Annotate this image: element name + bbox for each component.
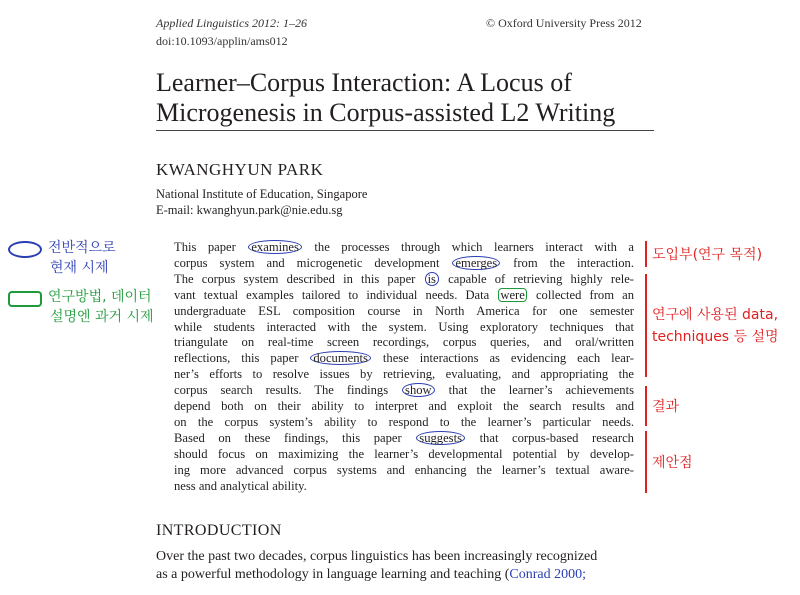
abstract-line: undergraduate ESL composition course in North America for one semester (174, 303, 634, 318)
paper-title (156, 68, 666, 128)
title-line-2: Microgenesis in Corpus-assisted L2 Writing (156, 98, 616, 127)
legend-green-line-2: 설명엔 과거 시제 (50, 309, 154, 325)
abstract-line: corpus system and microgenetic development emerges from the interaction. (174, 255, 634, 270)
annotation-data (652, 304, 779, 348)
abstract-line: Based on these findings, this paper suggests that corpus-based research (174, 430, 634, 445)
legend-blue-line-2: 현재 시제 (50, 260, 109, 276)
annotation-data-line-2: techniques 등 설명 (652, 329, 779, 345)
introduction-text (156, 548, 656, 584)
legend-green-text (48, 287, 154, 327)
blue-oval-legend-icon (8, 241, 42, 258)
annotation-intro: 도입부(연구 목적) (652, 247, 763, 263)
intro-line-1: Over the past two decades, corpus linguistics has been increasingly recognized (156, 549, 598, 564)
past-tense-highlight: were (500, 287, 525, 302)
annotation-results: 결과 (652, 399, 680, 415)
present-tense-highlight: emerges (452, 256, 500, 270)
abstract-line: should focus on maximizing the learner’s developmental potential by develop- (174, 446, 634, 461)
abstract-line: reflections, this paper documents these interactions as evidencing each lear- (174, 351, 634, 366)
citation-link[interactable]: Conrad 2000; (509, 567, 586, 582)
email[interactable]: E-mail: kwanghyun.park@nie.edu.sg (156, 203, 343, 217)
abstract-line: depend both on their ability to interpret and exploit the search results and (174, 399, 634, 414)
author-name: KWANGHYUN PARK (156, 160, 324, 179)
affiliation: National Institute of Education, Singapore (156, 187, 368, 201)
abstract-line: The corpus system described in this paper is capable of retrieving highly rele- (174, 271, 634, 286)
green-box-legend-icon (8, 291, 42, 307)
annotation-data-line-1: 연구에 사용된 data, (652, 307, 779, 323)
author-affiliation-block (156, 186, 367, 218)
copyright-notice: © Oxford University Press 2012 (486, 16, 642, 30)
legend-green-line-1: 연구방법, 데이터 (48, 289, 152, 305)
legend-blue-line-1: 전반적으로 (48, 240, 116, 256)
present-tense-highlight: is (425, 272, 439, 286)
results-section-bar (645, 386, 647, 426)
present-tense-highlight: examines (248, 240, 302, 254)
doi[interactable]: doi:10.1093/applin/ams012 (156, 34, 288, 48)
abstract-line: while students interacted with the system. Using exploratory techniques that (174, 319, 634, 334)
abstract-line: vant textual examples tailored to individual needs. Data were collected from an (174, 287, 634, 302)
legend-blue-text (48, 238, 116, 278)
abstract-line: ner’s efforts to resolve issues by retrieving, evaluating, and appropriating the (174, 367, 634, 382)
intro-section-bar (645, 241, 647, 267)
annotation-suggestion: 제안점 (652, 455, 693, 471)
data-section-bar (645, 274, 647, 377)
abstract-line: ing more advanced corpus systems and enhancing the learner’s textual aware- (174, 462, 634, 477)
abstract (174, 240, 634, 495)
abstract-line: corpus search results. The findings show that the learner’s achievements (174, 383, 634, 398)
abstract-line: on the corpus system’s ability to respond to the learner’s particular needs. (174, 414, 634, 429)
abstract-line: ness and analytical ability. (174, 478, 307, 493)
title-divider (156, 130, 654, 131)
title-line-1: Learner–Corpus Interaction: A Locus of (156, 68, 572, 97)
suggestion-section-bar (645, 431, 647, 493)
present-tense-highlight: suggests (416, 431, 465, 445)
abstract-line: triangulate on real-time screen recordings, corpus queries, and oral/written (174, 335, 634, 350)
journal-citation: Applied Linguistics 2012: 1–26 (156, 16, 307, 30)
present-tense-highlight: documents (310, 351, 371, 365)
present-tense-highlight: show (402, 383, 435, 397)
introduction-heading: INTRODUCTION (156, 522, 282, 539)
abstract-line: This paper examines the processes through which learners interact with a (174, 240, 634, 254)
intro-line-2: as a powerful methodology in language learning and teaching (Conrad 2000; (156, 567, 586, 582)
